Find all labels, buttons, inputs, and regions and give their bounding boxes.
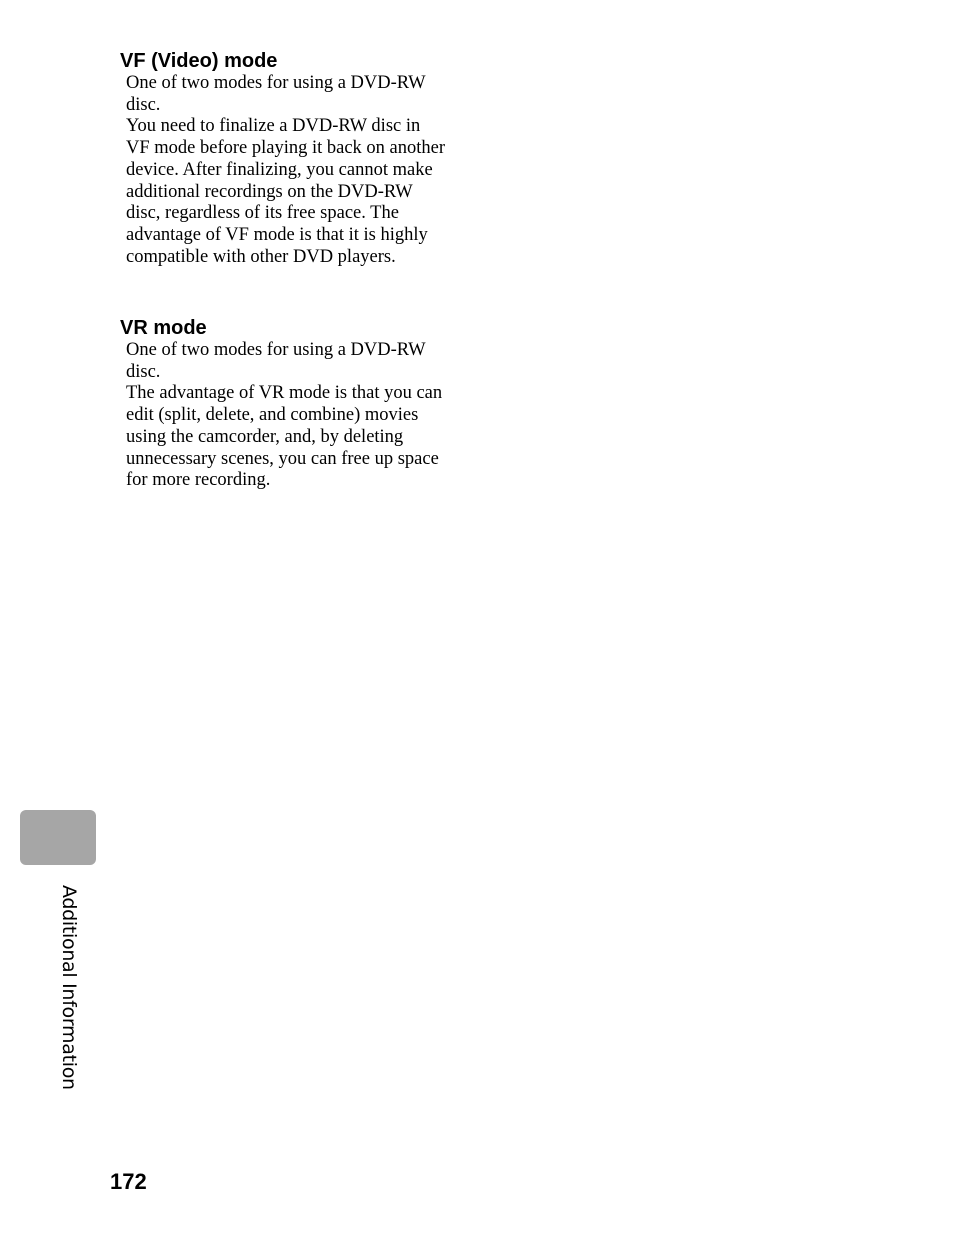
section-vr-mode xyxy=(120,316,450,492)
section-paragraph: The advantage of VR mode is that you can edit (split, delete, and combine) movies using the camcorder, and, by deleting unnecessary scenes, you can free up space for more recording. xyxy=(126,383,443,491)
chapter-side-label: Additional Information xyxy=(58,885,80,1090)
chapter-tab-marker xyxy=(20,810,96,865)
section-heading: VR mode xyxy=(120,317,207,339)
section-paragraph: One of two modes for using a DVD-RW disc. xyxy=(126,340,426,382)
section-heading: VF (Video) mode xyxy=(120,50,278,72)
section-vf-video-mode xyxy=(120,49,450,268)
section-paragraph: One of two modes for using a DVD-RW disc. xyxy=(126,73,426,115)
page-number: 172 xyxy=(110,1169,147,1194)
section-paragraph: You need to finalize a DVD-RW disc in VF mode before playing it back on another device. After finalizing, you cannot make additional recordings on the DVD-RW disc, regardless of its free space. The advantage of VF mode is that it is highly compatible with other DVD players. xyxy=(126,116,446,267)
